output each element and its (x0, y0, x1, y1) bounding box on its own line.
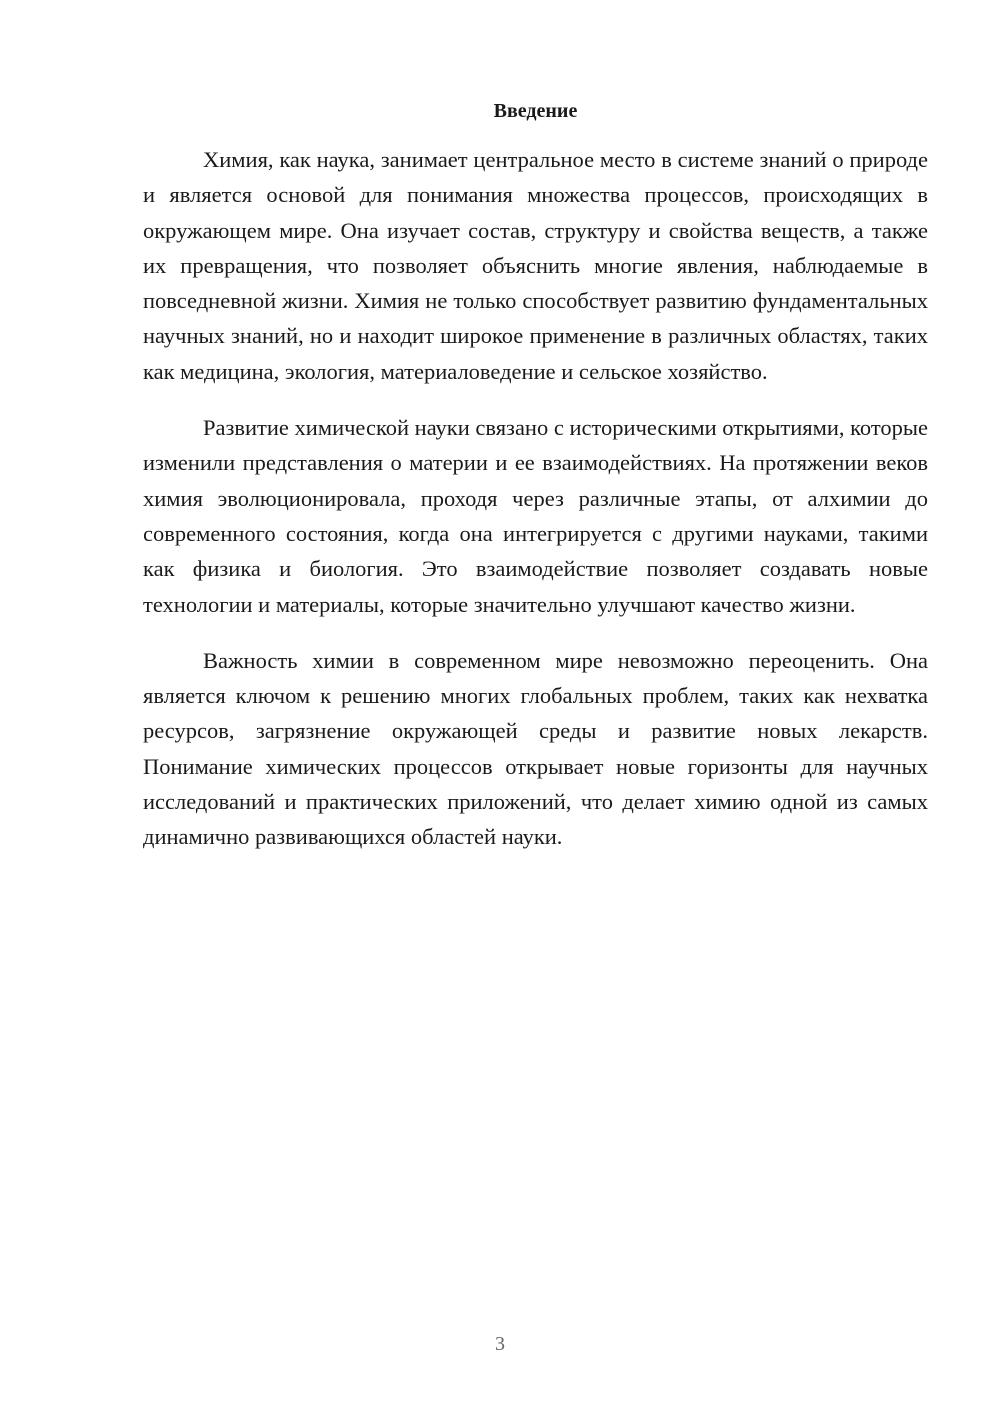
paragraph-2: Развитие химической науки связано с историческими открытиями, которые изменили представления о материи и ее взаимодействиях. На протяжении веков химия эволюционировала, проходя через различные этапы, от алхимии до современного состояния, когда она интегрируется с другими науками, такими как физика и биология. Это взаимодействие позволяет создавать новые технологии и материалы, которые значительно улучшают качество жизни. (143, 415, 929, 617)
page-title: Введение (493, 100, 578, 122)
document-body (143, 142, 928, 876)
page-number: 3 (495, 1333, 505, 1355)
paragraph-3: Важность химии в современном мире невозможно переоценить. Она является ключом к решению многих глобальных проблем, таких как нехватка ресурсов, загрязнение окружающей среды и развитие новых лекарств. Понимание химических процессов открывает новые горизонты для научных исследований и практических приложений, что делает химию одной из самых динамично развивающихся областей науки. (143, 647, 928, 850)
paragraph-1: Химия, как наука, занимает центральное место в системе знаний о природе и является основой для понимания множества процессов, происходящих в окружающем мире. Она изучает состав, структуру и свойства веществ, а также их превращения, что позволяет объяснить многие явления, наблюдаемые в повседневной жизни. Химия не только способствует развитию фундаментальных научных знаний, но и находит широкое применение в различных областях, таких как медицина, экология, материаловедение и сельское хозяйство. (143, 147, 928, 384)
